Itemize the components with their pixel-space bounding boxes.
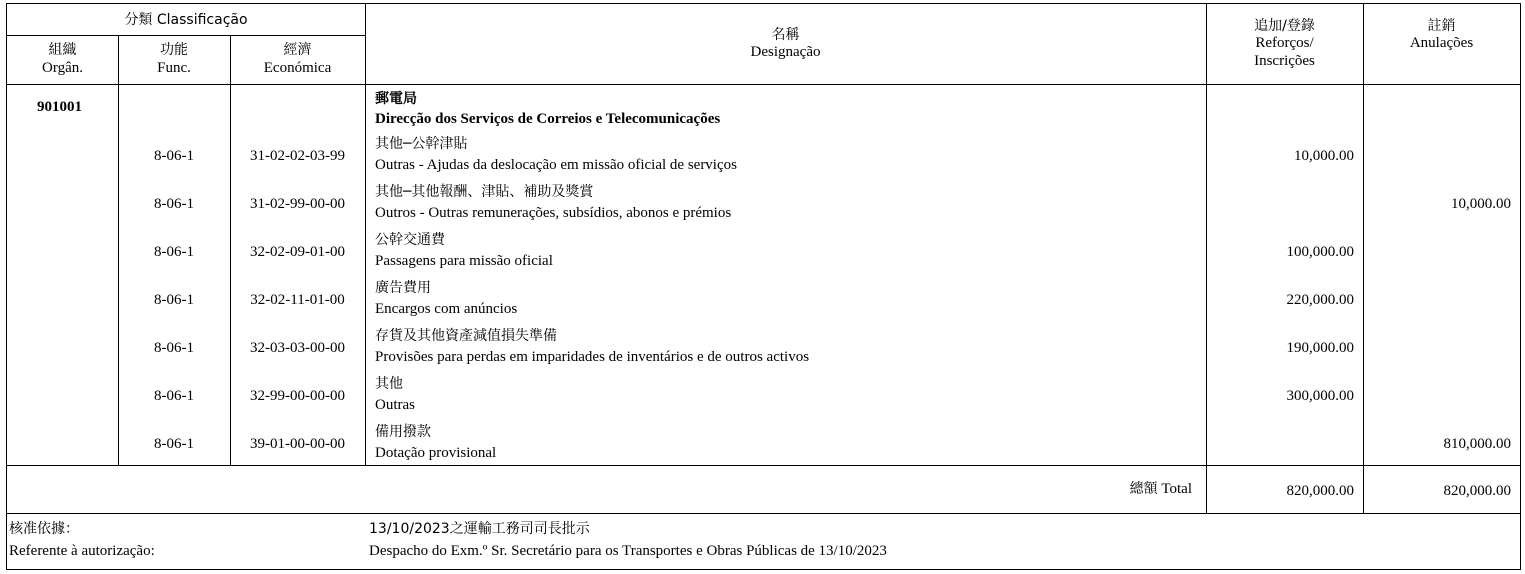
divider <box>1363 4 1364 513</box>
header-econ-zh: 經濟 <box>283 42 312 59</box>
row-reinforce: 10,000.00 <box>1294 148 1354 164</box>
authorization-label-pt: Referente à autorização: <box>9 543 155 559</box>
row-econ-code: 39-01-00-00-00 <box>250 436 345 452</box>
total-label-zh: 總額 <box>1129 481 1158 497</box>
row-name-zh: 存貨及其他資產減值損失準備 <box>375 328 557 344</box>
header-econ-pt: Económica <box>263 59 332 76</box>
row-func-code: 8-06-1 <box>154 196 194 212</box>
row-name-pt: Outras - Ajudas da deslocação em missão oficial de serviços <box>375 157 737 173</box>
header-reinforce-pt1: Reforços/ <box>1255 35 1314 52</box>
row-reinforce: 190,000.00 <box>1286 340 1354 356</box>
row-name-pt: Encargos com anúncios <box>375 301 518 317</box>
row-func-code: 8-06-1 <box>154 292 194 308</box>
row-func-code: 8-06-1 <box>154 340 194 356</box>
row-econ-code: 32-03-03-00-00 <box>250 340 345 356</box>
header-designation-zh: 名稱 <box>771 26 800 43</box>
row-cancel: 10,000.00 <box>1451 196 1511 212</box>
row-econ-code: 32-02-11-01-00 <box>250 292 345 308</box>
row-reinforce: 100,000.00 <box>1286 244 1354 260</box>
header-cancel-zh: 註銷 <box>1427 17 1456 34</box>
row-func-code: 8-06-1 <box>154 244 194 260</box>
header-designation <box>365 4 1206 84</box>
row-name-pt: Outras <box>375 397 415 413</box>
row-cancel: 810,000.00 <box>1443 436 1511 452</box>
row-name-zh: 其他 <box>375 376 403 392</box>
authorization-text-zh: 13/10/2023之運輸工務司司長批示 <box>369 521 590 537</box>
organ-code: 901001 <box>37 99 82 115</box>
header-organ-zh: 組織 <box>48 42 77 59</box>
row-reinforce: 300,000.00 <box>1286 388 1354 404</box>
divider <box>7 84 1520 85</box>
header-econ <box>230 35 365 84</box>
organ-name-zh: 郵電局 <box>375 91 417 107</box>
row-name-zh: 廣告費用 <box>375 280 431 296</box>
header-func-pt: Func. <box>157 59 191 76</box>
total-label-pt: Total <box>1161 481 1192 497</box>
row-econ-code: 32-02-09-01-00 <box>250 244 345 260</box>
row-name-zh: 備用撥款 <box>375 424 431 440</box>
header-designation-pt: Designação <box>750 44 821 61</box>
row-econ-code: 31-02-99-00-00 <box>250 196 345 212</box>
header-func-zh: 功能 <box>160 42 188 59</box>
total-reinforce: 820,000.00 <box>1286 483 1354 499</box>
budget-table <box>6 3 1521 570</box>
header-reinforce-pt2: Inscrições <box>1254 53 1315 70</box>
header-organ-pt: Orgân. <box>42 59 83 76</box>
authorization-text-pt: Despacho do Exm.º Sr. Secretário para os Transportes e Obras Públicas de 13/10/2023 <box>369 543 887 559</box>
authorization-label-zh: 核准依據： <box>9 521 79 537</box>
header-reinforce-zh: 追加/登錄 <box>1254 17 1315 34</box>
organ-name-pt: Direcção dos Serviços de Correios e Telecomunicações <box>375 111 721 127</box>
header-func <box>118 35 230 84</box>
header-cancel <box>1363 4 1520 66</box>
row-name-zh: 公幹交通費 <box>375 232 445 248</box>
total-label <box>1130 480 1192 498</box>
divider <box>7 465 1520 466</box>
row-func-code: 8-06-1 <box>154 148 194 164</box>
row-name-pt: Provisões para perdas em imparidades de inventários e de outros activos <box>375 349 810 365</box>
header-reinforce <box>1206 4 1363 84</box>
row-econ-code: 31-02-02-03-99 <box>250 148 345 164</box>
row-name-pt: Passagens para missão oficial <box>375 253 553 269</box>
row-reinforce: 220,000.00 <box>1286 292 1354 308</box>
row-func-code: 8-06-1 <box>154 388 194 404</box>
row-name-pt: Dotação provisional <box>375 445 497 461</box>
row-name-zh: 其他─其他報酬、津貼、補助及獎賞 <box>375 184 594 200</box>
row-econ-code: 32-99-00-00-00 <box>250 388 345 404</box>
row-name-zh: 其他─公幹津貼 <box>375 136 468 152</box>
total-cancel: 820,000.00 <box>1443 483 1511 499</box>
header-cancel-pt: Anulações <box>1409 35 1474 52</box>
row-func-code: 8-06-1 <box>154 436 194 452</box>
row-name-pt: Outros - Outras remunerações, subsídios, abonos e prémios <box>375 205 732 221</box>
header-organ <box>7 35 118 84</box>
divider <box>7 513 1520 514</box>
header-classification: 分類 Classificação <box>124 11 248 28</box>
